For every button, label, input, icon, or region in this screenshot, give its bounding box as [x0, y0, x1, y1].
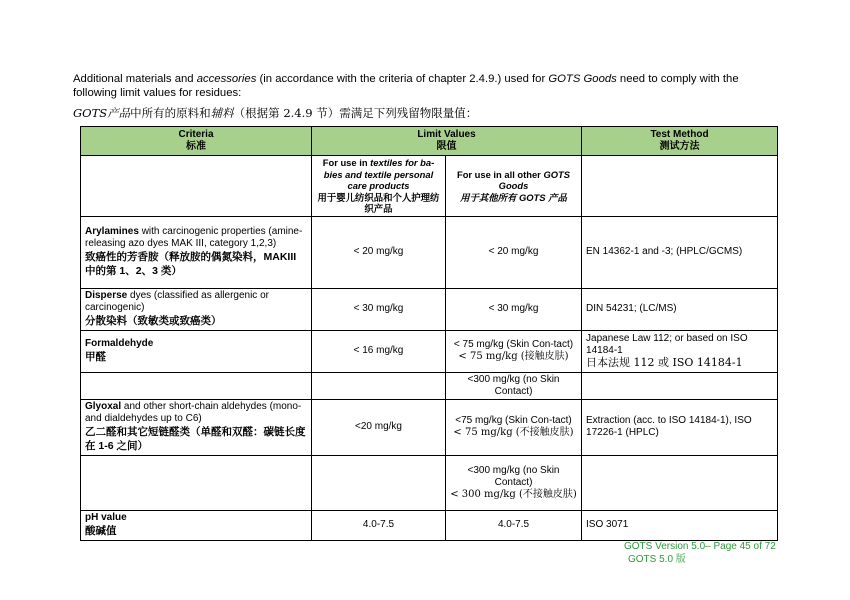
limit-value: < 20 mg/kg	[312, 216, 446, 288]
criteria-header-zh: 标准	[186, 141, 206, 152]
test-method-en: Japanese Law 112; or based on ISO 14184-1	[586, 333, 748, 356]
baby-textiles-subheader	[312, 156, 446, 217]
criteria-name: Glyoxal	[85, 401, 122, 412]
intro-text: need to comply with the following limit values for residues:	[73, 73, 739, 99]
test-method: DIN 54231; (LC/MS)	[582, 288, 778, 330]
empty-cell	[312, 372, 446, 399]
empty-cell	[81, 156, 312, 217]
empty-cell	[81, 455, 312, 510]
criteria-disperse	[81, 288, 312, 330]
test-method-header	[582, 127, 778, 156]
criteria-desc: with carcinogenic properties (amine-releasing azo dyes MAK III, category 1,2,3)	[85, 226, 303, 249]
criteria-name: pH value	[85, 512, 127, 523]
criteria-desc: and other short-chain aldehydes (mono- and dialdehydes up to C6)	[85, 401, 302, 424]
table-row	[81, 455, 778, 510]
criteria-zh: 分散染料（致敏类或致癌类）	[85, 315, 222, 327]
limit-value: < 30 mg/kg	[312, 288, 446, 330]
limit-value-line: <300 mg/kg (no Skin Contact)	[467, 464, 560, 488]
sub-text-italic: GOTS Goods	[498, 168, 571, 191]
intro-zh-gots: GOTS产品	[73, 106, 131, 120]
intro-paragraph	[73, 72, 773, 100]
table-row	[81, 288, 778, 330]
intro-zh-text: 中所有的原料和	[130, 106, 211, 120]
empty-cell	[582, 455, 778, 510]
sub-text: For use in all other	[456, 168, 544, 180]
limit-header-zh: 限值	[436, 141, 457, 152]
test-method-zh: 日本法规 112 或 ISO 14184-1	[586, 356, 743, 369]
test-method: Extraction (acc. to ISO 14184-1), ISO 17226-1 (HPLC)	[582, 399, 778, 455]
table-row	[81, 330, 778, 372]
criteria-formaldehyde	[81, 330, 312, 372]
sub-text-zh: 用于其他所有 GOTS 产品	[460, 191, 567, 203]
subheader-row	[81, 156, 778, 217]
intro-zh-text: （根据第 2.4.9 节）需满足下列残留物限量值：	[233, 106, 478, 120]
limit-value: 4.0-7.5	[312, 510, 446, 540]
limit-value-line-zh: < 75 mg/kg (接触皮肤)	[458, 351, 569, 362]
criteria-name: Arylamines	[85, 226, 139, 237]
criteria-desc: dyes (classified as allergenic or carcinogenic)	[85, 290, 269, 313]
intro-text: (in accordance with the criteria of chapter 2.4.9.) used for	[256, 73, 549, 85]
page-footer	[624, 540, 776, 566]
limit-values-header	[312, 127, 582, 156]
sub-text: For use in	[322, 157, 371, 168]
criteria-zh: 致癌性的芳香胺（释放胺的偶氮染料，MAKIII 中的第 1、2、3 类）	[85, 251, 297, 277]
limit-value-line: < 75 mg/kg (Skin Con-tact)	[453, 339, 574, 350]
criteria-glyoxal	[81, 399, 312, 455]
criteria-name: Disperse	[85, 290, 128, 301]
method-header-en: Test Method	[650, 129, 709, 140]
limit-value-line-zh: < 75 mg/kg (不接触皮肤)	[453, 427, 574, 438]
footer-version-zh: GOTS 5.0 版	[628, 554, 686, 565]
test-method: ISO 3071	[582, 510, 778, 540]
limit-value: < 16 mg/kg	[312, 330, 446, 372]
limit-value	[446, 399, 582, 455]
limit-value-line-zh: < 300 mg/kg (不接触皮肤)	[450, 488, 577, 500]
intro-text: Additional materials and	[73, 73, 197, 85]
criteria-name: Formaldehyde	[85, 338, 154, 349]
limit-value	[446, 455, 582, 510]
limit-value-line: <75 mg/kg (Skin Con-tact)	[455, 415, 572, 426]
table-row	[81, 216, 778, 288]
limit-values-table	[80, 126, 778, 541]
limit-value	[446, 330, 582, 372]
table-row	[81, 399, 778, 455]
intro-gots-goods: GOTS Goods	[548, 73, 617, 85]
method-header-zh: 测试方法	[659, 141, 700, 152]
test-method	[582, 330, 778, 372]
criteria-zh: 酸碱值	[85, 525, 117, 537]
empty-cell	[582, 372, 778, 399]
empty-cell	[312, 455, 446, 510]
test-method: EN 14362-1 and -3; (HPLC/GCMS)	[582, 216, 778, 288]
empty-cell	[582, 156, 778, 217]
criteria-ph	[81, 510, 312, 540]
intro-zh-accessories: 辅料	[210, 106, 234, 120]
limit-value: <300 mg/kg (no Skin Contact)	[446, 372, 582, 399]
sub-text-italic: textiles for ba-bies and textile personal care products	[323, 157, 435, 191]
empty-cell	[81, 372, 312, 399]
limit-value: <20 mg/kg	[312, 399, 446, 455]
criteria-header-en: Criteria	[178, 129, 214, 140]
limit-value: 4.0-7.5	[446, 510, 582, 540]
criteria-zh: 甲醛	[85, 351, 106, 363]
criteria-arylamines	[81, 216, 312, 288]
criteria-zh: 乙二醛和其它短链醛类（单醛和双醛：碳链长度在 1-6 之间）	[85, 426, 306, 452]
intro-accessories: accessories	[196, 73, 257, 85]
criteria-header	[81, 127, 312, 156]
intro-paragraph-zh	[73, 106, 773, 120]
limit-value: < 20 mg/kg	[446, 216, 582, 288]
limit-value: < 30 mg/kg	[446, 288, 582, 330]
limit-header-en: Limit Values	[417, 129, 476, 140]
footer-version: GOTS Version 5.0– Page 45 of 72	[624, 541, 776, 552]
table-header-row	[81, 127, 778, 156]
table-row	[81, 372, 778, 399]
table-row	[81, 510, 778, 540]
other-goods-subheader	[446, 156, 582, 217]
sub-text-zh: 用于婴儿纺织品和个人护理纺织产品	[317, 191, 440, 214]
